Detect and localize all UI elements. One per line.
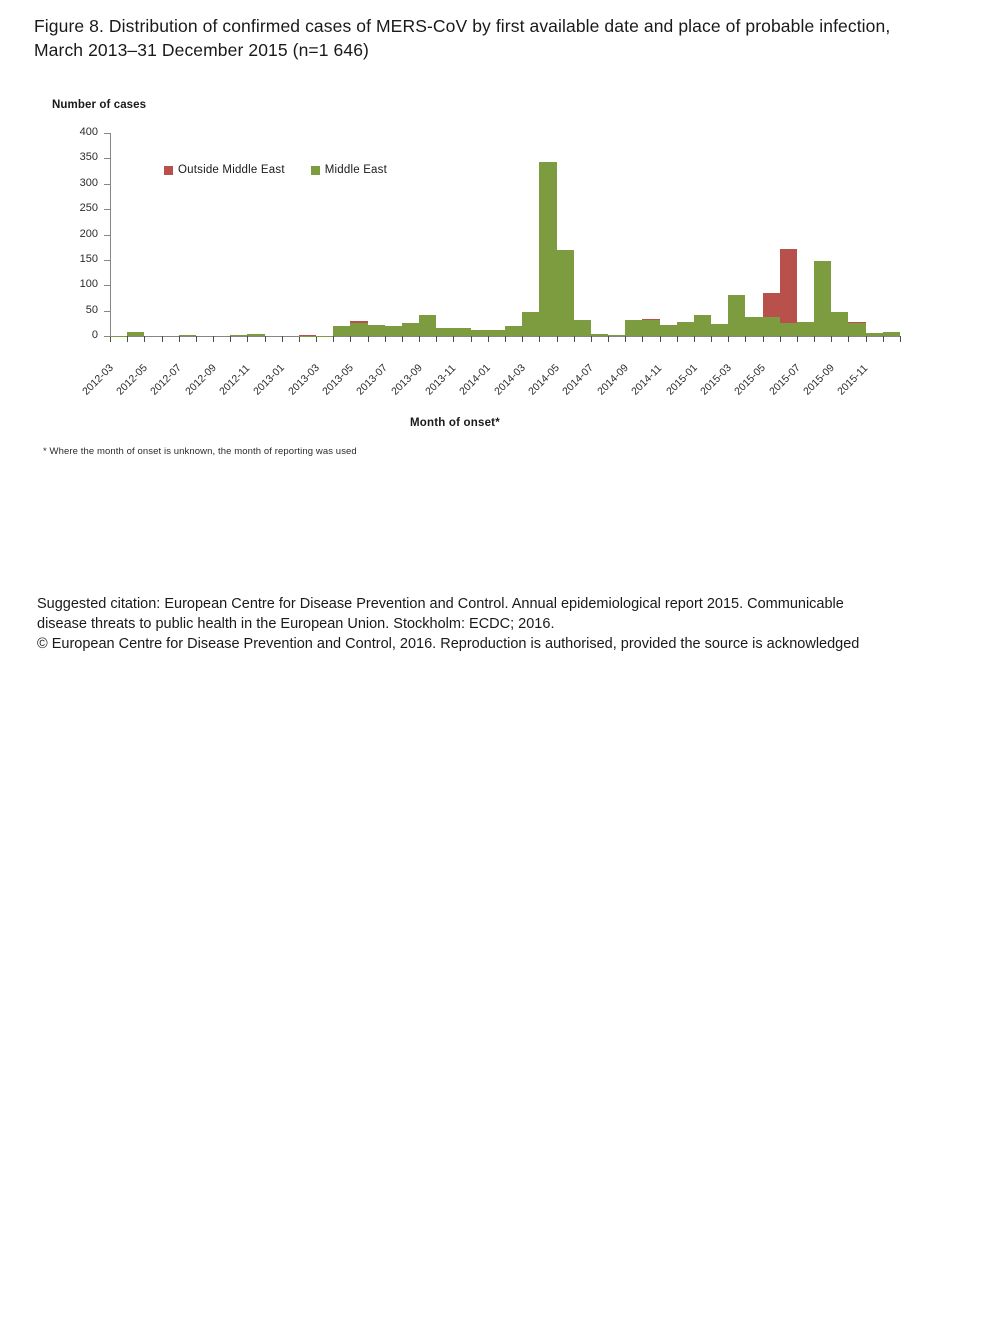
bar-stack: [780, 249, 797, 336]
y-axis-tick-label: 250: [79, 202, 98, 215]
y-axis-tick-label: 200: [79, 227, 98, 240]
x-axis-tick: [419, 336, 420, 342]
bar-stack: [866, 333, 883, 336]
x-axis-tick: [694, 336, 695, 342]
x-axis-tick-label: 2015-07: [766, 361, 803, 398]
x-axis-tick: [505, 336, 506, 342]
bar-segment-outside-middle-east: [848, 322, 865, 323]
bar-stack: [402, 323, 419, 336]
x-axis-tick: [299, 336, 300, 342]
x-axis-tick-label: 2012-11: [217, 362, 253, 398]
bar-stack: [848, 322, 865, 336]
y-axis-title: Number of cases: [52, 99, 147, 111]
x-axis-tick: [213, 336, 214, 342]
bar-segment-middle-east: [299, 336, 316, 337]
bar-stack: [179, 335, 196, 336]
bar-stack: [505, 326, 522, 336]
bar-segment-middle-east: [316, 336, 333, 337]
x-axis-tick: [453, 336, 454, 342]
x-axis-tick: [625, 336, 626, 342]
bar-segment-middle-east: [522, 312, 539, 336]
bar-stack: [299, 334, 316, 336]
legend-label-middle-east: Middle East: [324, 164, 388, 176]
x-axis-tick: [144, 336, 145, 342]
x-axis-tick: [402, 336, 403, 342]
x-axis-tick: [282, 336, 283, 342]
x-axis-tick-label: 2015-09: [800, 361, 837, 398]
bar-stack: [797, 322, 814, 336]
x-axis-tick: [660, 336, 661, 342]
x-axis-tick: [127, 336, 128, 342]
x-axis-tick-label: 2013-11: [423, 362, 459, 398]
bar-segment-middle-east: [608, 335, 625, 336]
x-axis-tick-label: 2013-07: [354, 361, 391, 398]
x-axis-tick: [728, 336, 729, 342]
x-axis-tick-label: 2015-01: [663, 361, 700, 398]
x-axis-tick: [866, 336, 867, 342]
x-axis-tick-label: 2014-07: [560, 361, 597, 398]
x-axis-tick-label: 2015-11: [835, 362, 871, 398]
bar-stack: [522, 312, 539, 336]
bar-stack: [127, 332, 144, 336]
y-axis-tick-label: 150: [79, 252, 98, 265]
legend-entry-middle-east: [311, 164, 387, 176]
bar-segment-outside-middle-east: [780, 249, 797, 324]
bar-stack: [763, 293, 780, 336]
x-axis-tick: [711, 336, 712, 342]
bar-segment-middle-east: [677, 322, 694, 336]
x-axis-tick-label: 2013-03: [285, 361, 322, 398]
chart-legend: [164, 164, 387, 176]
mers-cov-bar-chart: [0, 0, 1008, 470]
bar-segment-middle-east: [350, 323, 367, 336]
x-axis-tick: [179, 336, 180, 342]
bar-stack: [350, 321, 367, 336]
bar-segment-outside-middle-east: [299, 335, 316, 336]
figure-title: Figure 8. Distribution of confirmed cases of MERS-CoV by first available date and place of probable infection, March 2013–31 December 2015 (n=1 646): [34, 16, 891, 60]
bar-segment-middle-east: [385, 326, 402, 336]
x-axis-tick: [196, 336, 197, 342]
bar-segment-middle-east: [883, 332, 900, 336]
x-axis-tick: [333, 336, 334, 342]
bar-stack: [316, 336, 333, 337]
x-axis-tick-label: 2012-07: [148, 361, 185, 398]
x-axis-tick-label: 2013-01: [251, 361, 288, 398]
bar-stack: [608, 335, 625, 336]
bar-stack: [488, 330, 505, 336]
x-axis-tick: [436, 336, 437, 342]
x-axis-tick: [471, 336, 472, 342]
x-axis-tick: [780, 336, 781, 342]
bar-stack: [230, 335, 247, 336]
x-axis-tick: [591, 336, 592, 342]
x-axis-tick-label: 2014-11: [629, 362, 665, 398]
bar-stack: [110, 336, 127, 337]
x-axis-tick-label: 2013-05: [320, 361, 356, 398]
x-axis-tick-label: 2012-05: [114, 361, 150, 398]
x-axis-tick: [814, 336, 815, 342]
legend-entry-outside-middle-east: [164, 164, 285, 176]
bar-stack: [247, 334, 264, 336]
bar-stack: [745, 317, 762, 336]
x-axis-tick: [385, 336, 386, 342]
bar-segment-middle-east: [127, 332, 144, 336]
bar-stack: [883, 332, 900, 336]
chart-footnote: * Where the month of onset is unknown, the month of reporting was used: [43, 446, 357, 457]
bar-stack: [368, 325, 385, 336]
x-axis-tick: [574, 336, 575, 342]
x-axis-tick: [797, 336, 798, 342]
x-axis-tick-label: 2012-09: [182, 361, 219, 398]
bar-segment-middle-east: [505, 326, 522, 336]
bar-segment-middle-east: [333, 326, 350, 336]
bar-stack: [333, 326, 350, 336]
x-axis-tick: [642, 336, 643, 342]
bar-stack: [591, 334, 608, 336]
x-axis-tick: [350, 336, 351, 342]
bar-segment-middle-east: [866, 333, 883, 336]
x-axis-tick-label: 2014-09: [594, 361, 631, 398]
x-axis-tick-label: 2013-09: [388, 361, 425, 398]
x-axis-tick-label: 2012-03: [79, 361, 116, 398]
y-axis-tick-label: 400: [79, 126, 98, 138]
x-axis-tick: [488, 336, 489, 342]
bar-segment-middle-east: [711, 324, 728, 336]
bar-stack: [574, 320, 591, 336]
x-axis-tick-label: 2014-03: [491, 361, 528, 398]
bar-segment-outside-middle-east: [642, 319, 659, 321]
legend-label-outside-middle-east: Outside Middle East: [178, 164, 285, 176]
bar-segment-middle-east: [179, 335, 196, 336]
x-axis-tick: [831, 336, 832, 342]
bar-stack: [711, 324, 728, 336]
x-axis-tick: [110, 336, 111, 342]
bar-segment-middle-east: [557, 250, 574, 336]
x-axis-tick-label: 2015-03: [697, 361, 734, 398]
x-axis-title: Month of onset*: [410, 417, 500, 429]
x-axis-tick-label: 2014-05: [526, 361, 562, 398]
bar-segment-middle-east: [797, 322, 814, 336]
bar-segment-middle-east: [660, 325, 677, 336]
x-axis-tick: [745, 336, 746, 342]
bar-segment-middle-east: [110, 336, 127, 337]
bar-segment-outside-middle-east: [350, 321, 367, 323]
x-axis-tick: [522, 336, 523, 342]
bar-segment-middle-east: [831, 312, 848, 336]
bar-segment-middle-east: [763, 317, 780, 336]
x-axis-tick: [900, 336, 901, 342]
bar-segment-middle-east: [642, 320, 659, 336]
citation-line-2: disease threats to public health in the European Union. Stockholm: ECDC; 2016.: [37, 616, 555, 632]
x-axis-tick: [848, 336, 849, 342]
x-axis-tick: [230, 336, 231, 342]
bar-segment-middle-east: [368, 325, 385, 336]
bar-segment-middle-east: [694, 315, 711, 336]
bar-segment-middle-east: [247, 334, 264, 336]
bar-segment-middle-east: [574, 320, 591, 336]
bar-stack: [419, 315, 436, 336]
bar-segment-middle-east: [488, 330, 505, 336]
bar-stack: [385, 326, 402, 336]
bar-segment-middle-east: [436, 328, 453, 336]
citation-line-1: Suggested citation: European Centre for Disease Prevention and Control. Annual epidemiological report 2015. Communicable: [37, 596, 844, 612]
bar-stack: [642, 319, 659, 336]
bar-stack: [660, 325, 677, 336]
bar-segment-outside-middle-east: [763, 293, 780, 317]
bar-segment-middle-east: [780, 323, 797, 336]
bar-segment-middle-east: [453, 328, 470, 336]
bar-stack: [814, 261, 831, 336]
y-axis-tick-label: 350: [79, 151, 98, 164]
bar-segment-middle-east: [419, 315, 436, 336]
citation-block: [37, 594, 952, 654]
bar-stack: [831, 312, 848, 336]
y-axis-tick-label: 0: [91, 329, 98, 341]
bar-segment-middle-east: [539, 162, 556, 336]
y-axis-tick-label: 300: [79, 176, 98, 189]
x-axis-tick: [883, 336, 884, 342]
y-axis-tick-label: 100: [79, 278, 98, 291]
bar-segment-middle-east: [230, 335, 247, 336]
x-axis-tick: [247, 336, 248, 342]
bar-stack: [539, 162, 556, 336]
x-axis-tick: [316, 336, 317, 342]
bar-stack: [625, 320, 642, 336]
bar-segment-middle-east: [848, 322, 865, 336]
x-axis-tick: [265, 336, 266, 342]
x-axis-tick: [677, 336, 678, 342]
bar-stack: [471, 330, 488, 336]
bar-stack: [677, 322, 694, 336]
x-axis-tick-label: 2015-05: [732, 361, 769, 398]
bar-stack: [453, 328, 470, 336]
x-axis-tick: [368, 336, 369, 342]
bar-stack: [436, 328, 453, 336]
bar-stack: [557, 250, 574, 336]
x-axis-tick: [608, 336, 609, 342]
bar-segment-middle-east: [591, 334, 608, 336]
x-axis-tick: [763, 336, 764, 342]
bar-stack: [728, 295, 745, 336]
x-axis-tick: [557, 336, 558, 342]
legend-swatch-outside-middle-east: [164, 166, 173, 175]
x-axis-tick: [162, 336, 163, 342]
bar-segment-middle-east: [402, 323, 419, 336]
bar-segment-middle-east: [814, 261, 831, 336]
bar-stack: [694, 315, 711, 336]
x-axis-tick-label: 2014-01: [457, 361, 494, 398]
y-axis-tick-label: 50: [85, 303, 98, 316]
x-axis-tick: [539, 336, 540, 342]
bar-segment-middle-east: [728, 295, 745, 336]
bar-segment-middle-east: [625, 320, 642, 336]
citation-line-3: © European Centre for Disease Prevention and Control, 2016. Reproduction is authorised, provided the source is acknowledged: [37, 636, 860, 652]
legend-swatch-middle-east: [311, 166, 320, 175]
bar-segment-middle-east: [471, 330, 488, 336]
bar-segment-middle-east: [745, 317, 762, 336]
